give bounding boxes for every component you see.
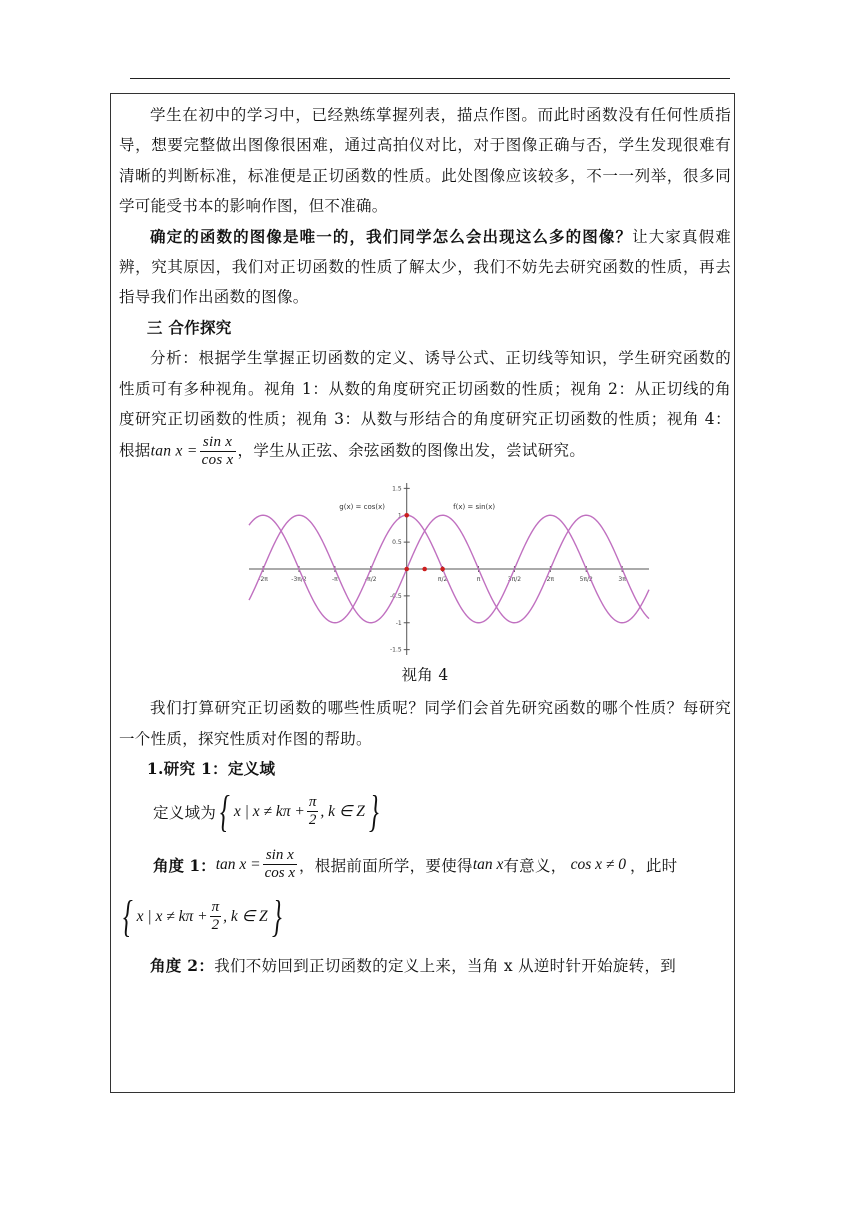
- angle-1-numerator: sin x: [263, 847, 297, 865]
- study-1-title: 1.研究 1：定义域: [146, 759, 276, 779]
- angle-1-tan-lhs: tan x =: [215, 855, 261, 873]
- set-right: , k ∈ Z: [320, 803, 365, 821]
- paragraph-2: [119, 222, 731, 313]
- x-tick-label: -3π/2: [291, 576, 307, 584]
- x-tick-label: 2π: [546, 576, 555, 584]
- set-left: x | x ≠ kπ +: [233, 802, 305, 820]
- y-tick-label: -1.5: [389, 647, 402, 655]
- angle-1-set-expression: [119, 891, 285, 941]
- angle-1-fraction: [263, 847, 297, 882]
- angle-1-cos: cos x ≠ 0: [570, 855, 627, 873]
- content-table-cell: [110, 93, 735, 1093]
- left-brace: {: [220, 786, 230, 836]
- paragraph-4: 我们打算研究正切函数的哪些性质呢？同学们会首先研究函数的哪个性质？每研究一个性质，探究性质对作图的帮助。: [119, 699, 731, 748]
- y-tick-label: -1: [395, 620, 402, 628]
- paragraph-3-text-end: ，学生从正弦、余弦函数的图像出发，尝试研究。: [237, 441, 586, 460]
- section-3-title: 三 合作探究: [146, 317, 232, 337]
- header-rule: [130, 78, 730, 79]
- pi-denominator: 2: [308, 812, 317, 829]
- y-tick-label: 1: [397, 512, 402, 520]
- sin-over-cos-fraction: [200, 434, 236, 469]
- figure-caption: 视角 4: [401, 666, 449, 685]
- fraction-denominator: cos x: [201, 452, 234, 469]
- paragraph-2-bold: 确定的函数的图像是唯一的，我们同学怎么会出现这么多的图像？: [150, 226, 633, 246]
- y-tick-label: 0.5: [392, 539, 402, 547]
- x-tick-label: 3π: [618, 576, 626, 584]
- angle-1-label: 角度 1：: [153, 855, 216, 875]
- pi-over-2-fraction: [307, 794, 319, 829]
- paragraph-1: 学生在初中的学习中，已经熟练掌握列表，描点作图。而此时函数没有任何性质指导，想要完整做出图像很困难，通过高拍仪对比，对于图像正确与否，学生发现很难有清晰的判断标准，标准便是正切函数的性质。此处图像应该较多，不一一列举，很多同学可能受书本的影响作图，但不准确。: [119, 106, 731, 216]
- paragraph-3: [119, 343, 731, 469]
- angle-1-text-b: 有意义，: [503, 856, 567, 875]
- x-tick-label: -π/2: [364, 576, 377, 584]
- x-tick-label: π/2: [437, 576, 448, 584]
- angle-1-denominator: cos x: [264, 865, 295, 882]
- sin-label: f(x) = sin(x): [453, 503, 496, 512]
- x-tick-label: -2π: [258, 576, 268, 584]
- set-right-2: , k ∈ Z: [223, 908, 268, 926]
- sin-cos-chart-svg: [119, 479, 731, 659]
- data-point: [404, 567, 409, 572]
- x-tick-label: -π: [332, 576, 338, 584]
- fraction-numerator: sin x: [200, 434, 236, 452]
- data-point: [440, 567, 445, 572]
- data-point: [422, 567, 427, 572]
- y-tick-label: 1.5: [392, 485, 402, 493]
- angle-1-text-a: ，根据前面所学，要使得: [299, 856, 473, 875]
- domain-set-expression: [216, 786, 382, 836]
- angle-2-text: 我们不妨回到正切函数的定义上来，当角 x 从逆时针开始旋转，到: [214, 956, 677, 975]
- data-point: [404, 513, 409, 518]
- tan-formula-lhs: tan x =: [150, 442, 198, 460]
- angle-2-label: 角度 2：: [150, 955, 215, 975]
- y-tick-label: -0.5: [389, 593, 402, 601]
- x-tick-label: π: [476, 576, 481, 584]
- pi-numerator: π: [308, 794, 317, 811]
- right-brace: }: [368, 786, 379, 836]
- angle-1-text-c: ，此时: [630, 856, 678, 875]
- angle-2-paragraph: [119, 951, 731, 981]
- pi-denominator-2: 2: [211, 917, 220, 934]
- pi-over-2-fraction-2: [210, 899, 222, 934]
- right-brace-2: }: [271, 891, 282, 941]
- content-body: [119, 100, 731, 981]
- cos-label: g(x) = cos(x): [339, 503, 386, 512]
- left-brace-2: {: [122, 891, 133, 941]
- x-tick-label: 5π/2: [579, 576, 593, 584]
- paragraph-2-text: 让大家真假难辨，究其原因，我们对正切函数的性质了解太少，我们不妨先去研究函数的性质，再去指导我们作出函数的图像。: [119, 227, 731, 307]
- domain-label: 定义域为: [153, 803, 217, 822]
- paragraph-3-text: 分析：根据学生掌握正切函数的定义、诱导公式、正切线等知识，学生研究函数的性质可有多种视角。视角 1：从数的角度研究正切函数的性质；视角 2：从正切线的角度研究正切函数的性质；视角 3：从数与形结合的角度研究正切函数的性质；视角 4：根据: [119, 349, 731, 460]
- angle-1-set-line: [119, 891, 731, 943]
- angle-1-tan: tan x: [472, 855, 504, 873]
- domain-line: [119, 785, 731, 839]
- x-tick-label: 3π/2: [507, 576, 522, 584]
- angle-1-line: [119, 839, 731, 891]
- pi-numerator-2: π: [211, 899, 220, 916]
- sin-cos-graph: [119, 479, 731, 659]
- set-left-2: x | x ≠ kπ +: [136, 907, 208, 925]
